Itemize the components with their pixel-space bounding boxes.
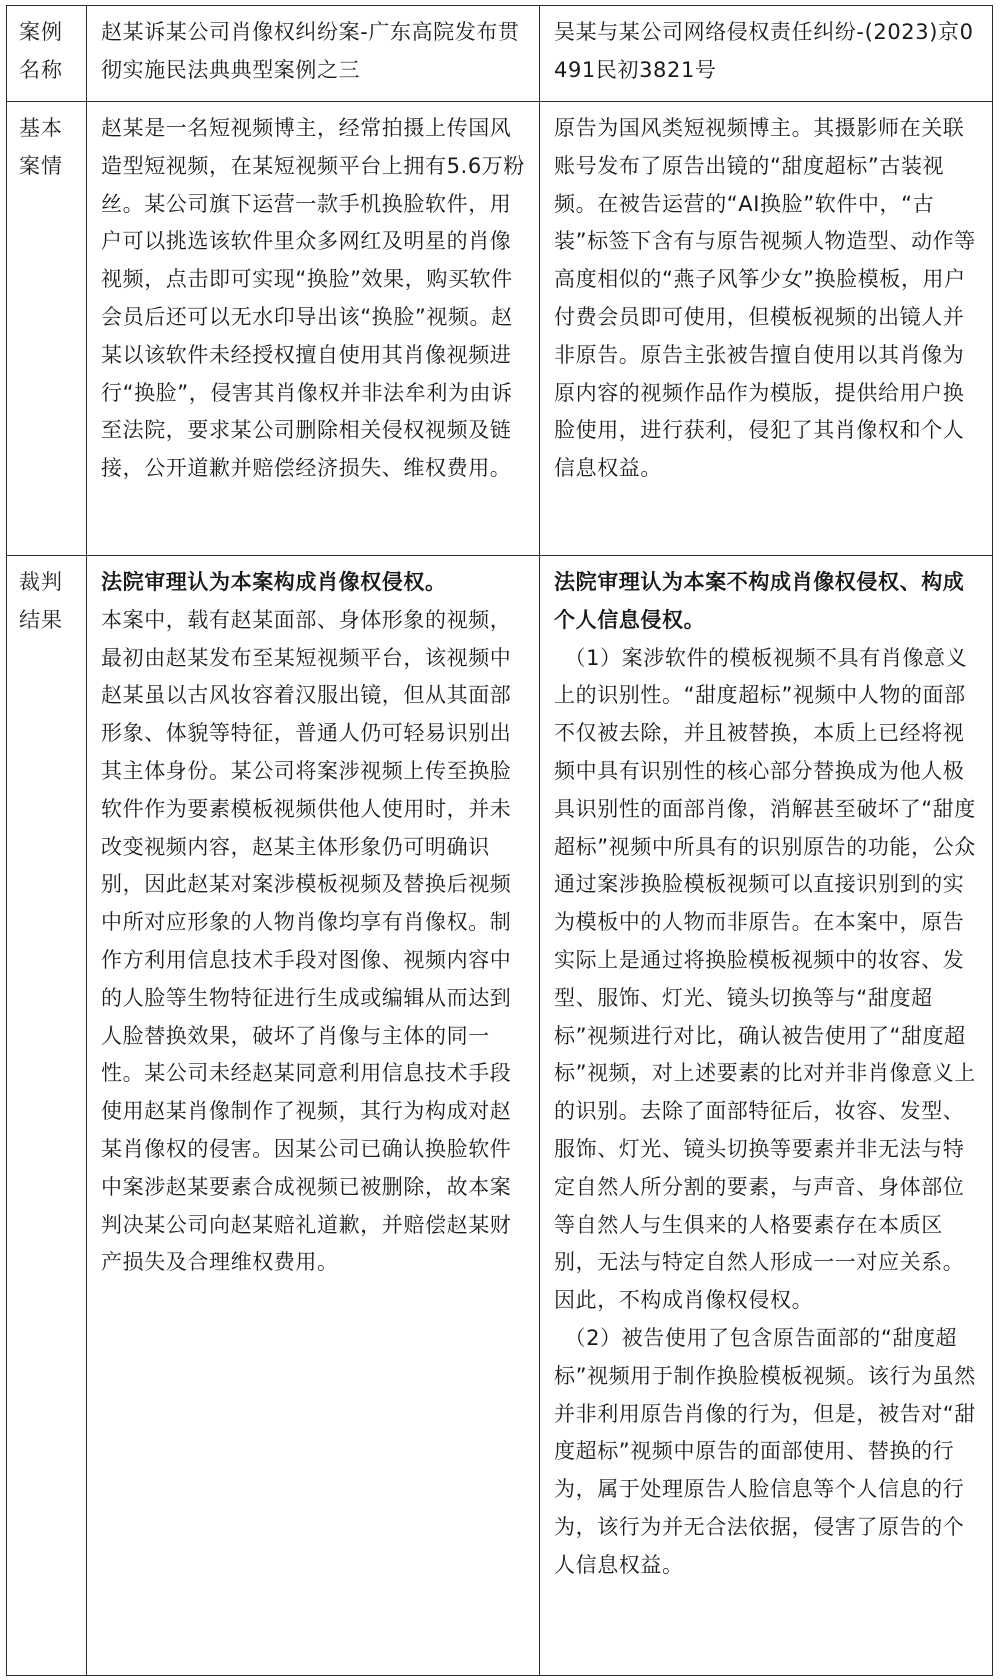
basic-facts-row [7, 102, 993, 556]
judgment-row [7, 556, 993, 1676]
case-name-label: 案例名称 [7, 6, 87, 102]
case-a-result-heading: 法院审理认为本案构成肖像权侵权。 [101, 570, 447, 594]
case-b-result-point-1: （1）案涉软件的模板视频不具有肖像意义上的识别性。“甜度超标”视频中人物的面部不仅被去除，并且被替换，本质上已经将视频中具有识别性的核心部分替换成为他人极具识别性的面部肖像，消解甚至破坏了“甜度超标”视频中所具有的识别原告的功能，公众通过案涉换脸模板视频可以直接识别到的实为模板中的人物而非原告。在本案中，原告实际上是通过将换脸模板视频中的妆容、发型、服饰、灯光、镜头切换等与“甜度超标”视频进行对比，确认被告使用了“甜度超标”视频，对上述要素的比对并非肖像意义上的识别。去除了面部特征后，妆容、发型、服饰、灯光、镜头切换等要素并非无法与特定自然人所分割的要素，与声音、身体部位等自然人与生俱来的人格要素存在本质区别，无法与特定自然人形成一一对应关系。因此，不构成肖像权侵权。 [554, 645, 976, 1313]
case-b-result-heading: 法院审理认为本案不构成肖像权侵权、构成个人信息侵权。 [554, 570, 965, 632]
case-b-name: 吴某与某公司网络侵权责任纠纷-(2023)京0491民初3821号 [540, 6, 993, 102]
case-a-name: 赵某诉某公司肖像权纠纷案-广东高院发布贯彻实施民法典典型案例之三 [87, 6, 540, 102]
case-b-result-cell [540, 556, 993, 1676]
basic-facts-label: 基本案情 [7, 102, 87, 556]
case-a-result-text: 本案中，载有赵某面部、身体形象的视频，最初由赵某发布至某短视频平台，该视频中赵某虽以古风妆容着汉服出镜，但从其面部形象、体貌等特征，普通人仍可轻易识别出其主体身份。某公司将案涉视频上传至换脸软件作为要素模板视频供他人使用时，并未改变视频内容，赵某主体形象仍可明确识别，因此赵某对案涉模板视频及替换后视频中所对应形象的人物肖像均享有肖像权。制作方利用信息技术手段对图像、视频内容中的人脸等生物特征进行生成或编辑从而达到人脸替换效果，破坏了肖像与主体的同一性。某公司未经赵某同意利用信息技术手段使用赵某肖像制作了视频，其行为构成对赵某肖像权的侵害。因某公司已确认换脸软件中案涉赵某要素合成视频已被删除，故本案判决某公司向赵某赔礼道歉，并赔偿赵某财产损失及合理维权费用。 [101, 607, 512, 1275]
case-b-facts: 原告为国风类短视频博主。其摄影师在关联账号发布了原告出镜的“甜度超标”古装视频。在被告运营的“AI换脸”软件中，“古装”标签下含有与原告视频人物造型、动作等高度相似的“燕子风筝少女”换脸模板，用户付费会员即可使用，但模板视频的出镜人并非原告。原告主张被告擅自使用以其肖像为原内容的视频作品作为模版，提供给用户换脸使用，进行获利，侵犯了其肖像权和个人信息权益。 [540, 102, 993, 556]
judgment-label: 裁判结果 [7, 556, 87, 1676]
case-a-result-cell [87, 556, 540, 1676]
case-comparison-table [6, 5, 993, 1676]
case-b-result-point-2: （2）被告使用了包含原告面部的“甜度超标”视频用于制作换脸模板视频。该行为虽然并非利用原告肖像的行为，但是，被告对“甜度超标”视频中原告的面部使用、替换的行为，属于处理原告人脸信息等个人信息的行为，该行为并无合法依据，侵害了原告的个人信息权益。 [554, 1325, 976, 1577]
case-name-row [7, 6, 993, 102]
case-a-facts: 赵某是一名短视频博主，经常拍摄上传国风造型短视频，在某短视频平台上拥有5.6万粉丝。某公司旗下运营一款手机换脸软件，用户可以挑选该软件里众多网红及明星的肖像视频，点击即可实现“换脸”效果，购买软件会员后还可以无水印导出该“换脸”视频。赵某以该软件未经授权擅自使用其肖像视频进行“换脸”，侵害其肖像权并非法牟利为由诉至法院，要求某公司删除相关侵权视频及链接，公开道歉并赔偿经济损失、维权费用。 [87, 102, 540, 556]
